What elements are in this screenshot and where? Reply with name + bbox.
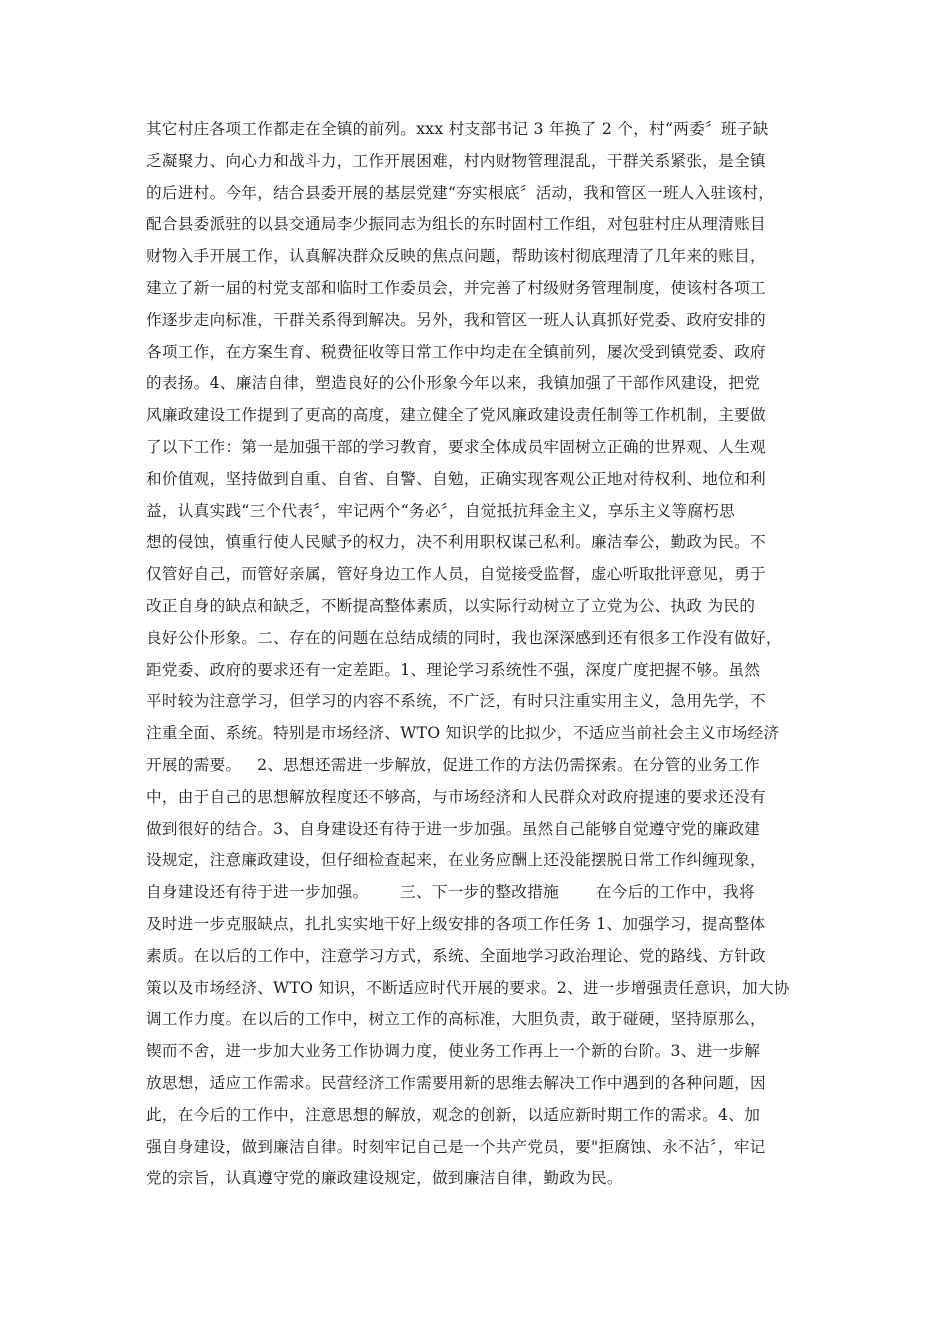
text-line: 策以及市场经济、WTO 知识，不断适应时代开展的要求。2、进一步增强责任意识，加大协 xyxy=(146,978,790,997)
text-line: 平时较为注意学习，但学习的内容不系统，不广泛，有时只注重实用主义，急用先学，不 xyxy=(146,692,766,711)
text-line: 设规定，注意廉政建设，但仔细检查起来，在业务应酬上还没能摆脱日常工作纠缠现象， xyxy=(146,851,766,870)
text-line: 注重全面、系统。特别是市场经济、WTO 知识学的比拟少，不适应当前社会主义市场经济 xyxy=(146,724,780,743)
text-line: 素质。在以后的工作中，注意学习方式，系统、全面地学习政治理论、党的路线、方针政 xyxy=(146,946,766,965)
text-line: 自身建设还有待于进一步加强。 三、下一步的整改措施 在今后的工作中，我将 xyxy=(146,883,755,902)
text-line: 想的侵蚀，慎重行使人民赋予的权力，决不利用职权谋己私利。廉洁奉公，勤政为民。不 xyxy=(146,533,766,552)
text-line: 此，在今后的工作中，注意思想的解放，观念的创新，以适应新时期工作的需求。4、加 xyxy=(146,1105,761,1124)
text-line: 配合县委派驻的以县交通局李少振同志为组长的东时固村工作组，对包驻村庄从理清账目 xyxy=(146,215,766,234)
text-line: 锲而不舍，进一步加大业务工作协调力度，使业务工作再上一个新的台阶。3、进一步解 xyxy=(146,1042,761,1061)
text-line: 仅管好自己，而管好亲属，管好身边工作人员，自觉接受监督，虚心听取批评意见，勇于 xyxy=(146,565,766,584)
text-line: 调工作力度。在以后的工作中，树立工作的高标准，大胆负责，敢于碰硬，坚持原那么， xyxy=(146,1010,766,1029)
text-line: 财物入手开展工作，认真解决群众反映的焦点问题，帮助该村彻底理清了几年来的账目， xyxy=(146,247,766,266)
text-line: 党的宗旨，认真遵守党的廉政建设规定，做到廉洁自律，勤政为民。 xyxy=(146,1169,623,1188)
text-line: 和价值观，坚持做到自重、自省、自警、自勉，正确实现客观公正地对待权利、地位和利 xyxy=(146,469,766,488)
text-line: 建立了新一届的村党支部和临时工作委员会，并完善了村级财务管理制度，使该村各项工 xyxy=(146,278,766,297)
text-line: 的后进村。今年，结合县委开展的基层党建“夯实根底〞活动，我和管区一班人入驻该村， xyxy=(146,183,775,202)
text-line: 开展的需要。 2、思想还需进一步解放，促进工作的方法仍需探索。在分管的业务工作 xyxy=(146,755,761,774)
text-line: 做到很好的结合。3、自身建设还有待于进一步加强。虽然自己能够自觉遵守党的廉政建 xyxy=(146,819,761,838)
text-line: 其它村庄各项工作都走在全镇的前列。xxx 村支部书记 3 年换了 2 个，村“两委〞班子缺 xyxy=(146,120,769,138)
body-text xyxy=(146,114,826,1195)
text-line: 改正自身的缺点和缺乏，不断提高整体素质，以实际行动树立了立党为公、执政 为民的 xyxy=(146,596,756,615)
text-line: 放思想，适应工作需求。民营经济工作需要用新的思维去解决工作中遇到的各种问题，因 xyxy=(146,1073,766,1092)
text-line: 距党委、政府的要求还有一定差距。1、理论学习系统性不强，深度广度把握不够。虽然 xyxy=(146,660,761,679)
text-line: 乏凝聚力、向心力和战斗力，工作开展困难，村内财物管理混乱，干群关系紧张，是全镇 xyxy=(146,151,766,170)
text-line: 中，由于自己的思想解放程度还不够高，与市场经济和人民群众对政府提速的要求还没有 xyxy=(146,787,766,806)
text-line: 益，认真实践“三个代表〞，牢记两个“务必〞，自觉抵抗拜金主义，享乐主义等腐朽思 xyxy=(146,501,736,520)
text-line: 及时进一步克服缺点，扎扎实实地干好上级安排的各项工作任务 1、加强学习，提高整体 xyxy=(146,914,766,933)
text-line: 作逐步走向标准，干群关系得到解决。另外，我和管区一班人认真抓好党委、政府安排的 xyxy=(146,310,766,329)
text-line: 良好公仆形象。二、存在的问题在总结成绩的同时，我也深深感到还有很多工作没有做好， xyxy=(146,628,782,647)
text-line: 风廉政建设工作提到了更高的高度，建立健全了党风廉政建设责任制等工作机制，主要做 xyxy=(146,406,766,425)
text-line: 各项工作，在方案生育、税费征收等日常工作中均走在全镇前列，屡次受到镇党委、政府 xyxy=(146,342,766,361)
text-line: 强自身建设，做到廉洁自律。时刻牢记自己是一个共产党员，要"拒腐蚀、永不沾〞，牢记 xyxy=(146,1137,766,1156)
text-line: 的表扬。4、廉洁自律，塑造良好的公仆形象今年以来，我镇加强了干部作风建设，把党 xyxy=(146,374,761,393)
text-line: 了以下工作：第一是加强干部的学习教育，要求全体成员牢固树立正确的世界观、人生观 xyxy=(146,437,766,456)
